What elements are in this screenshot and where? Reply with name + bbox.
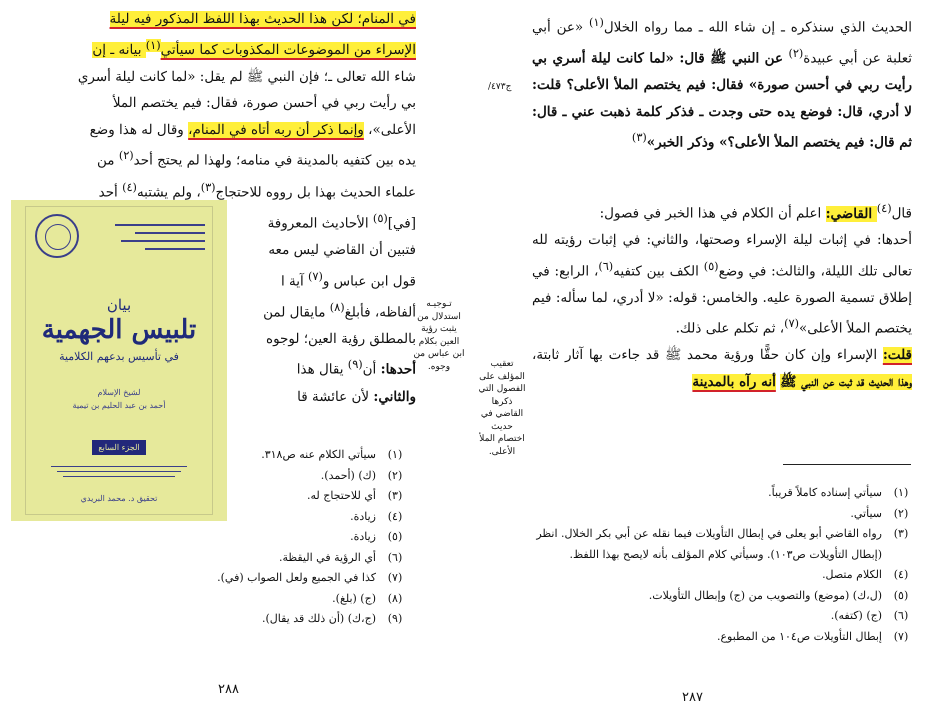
left-body-partial xyxy=(228,206,416,410)
left-line-8: [في]$^{(٥)}$ الأحاديث المعروفة xyxy=(267,212,416,232)
footnote-item xyxy=(510,483,920,504)
footnote-ref: (٦) xyxy=(598,259,614,273)
highlight-manam-1: في المنام؛ لكن هذا الحديث بهذا اللفظ المذكور فيه ليلة xyxy=(109,11,416,27)
footnote-ref: (٨) xyxy=(329,300,345,314)
cover-volume-badge: الجزء السابع xyxy=(92,440,146,455)
footnote-number: (٧) xyxy=(893,629,909,643)
margin-note-line: ابن عباس من xyxy=(413,349,465,359)
footnote-text: (ج) (بلغ). xyxy=(332,591,376,605)
left-line-3: شاء الله تعالى ـ؛ فإن النبي ﷺ لم يقل: «لما كانت ليلة أسري xyxy=(77,68,416,85)
footnote-ref: (٧) xyxy=(784,317,799,331)
footnote-item xyxy=(510,606,920,627)
highlight-qultu: قلت: xyxy=(882,347,912,364)
left-line-6: يده بين كتفيه بالمدينة في منامه؛ ولهذا لم يحتج أحد$^{(٢)}$ من xyxy=(97,149,416,169)
footnote-ref: (٤) xyxy=(876,202,892,215)
left-line-2: الإسراء من الموضوعات المكذوبات كما سيأتي$^{(١)}$ بيانه ـ إن xyxy=(92,38,416,59)
left-line-12: بالمطلق رؤية العين؛ لوجوه xyxy=(266,330,416,347)
footnote-ref: (٣) xyxy=(200,180,216,194)
footnote-ref: (٢) xyxy=(788,47,804,61)
footnote-ref: (٥) xyxy=(372,212,388,225)
cover-subtitle: في تأسيس بدعهم الكلامية xyxy=(59,350,179,363)
footnote-text: الكلام متصل. xyxy=(822,568,882,581)
footnote-number: (٩) xyxy=(387,612,403,625)
cover-title xyxy=(11,296,227,363)
footnote-number: (١) xyxy=(387,448,403,461)
footnote-number: (٣) xyxy=(387,489,403,502)
page-number: ٢٨٧ xyxy=(682,690,703,705)
footnote-item xyxy=(510,545,920,566)
right-paragraph-2: قال$^{(٤)}$ القاضي: اعلم أن الكلام في هذا الخبر في فصول: xyxy=(599,202,912,222)
right-margin-note xyxy=(476,358,528,458)
footnote-item xyxy=(2,568,414,589)
cover-title-main: تلبيس الجهمية xyxy=(41,315,197,345)
left-line-11: ألفاظه، فأبلغ$^{(٨)}$ مايقال لمن xyxy=(263,300,416,321)
cover-contents-lines xyxy=(51,462,187,481)
cover-header-lines xyxy=(101,220,205,256)
footnote-text: زيادة. xyxy=(350,509,376,523)
footnote-number: (٨) xyxy=(387,591,403,605)
footnote-number: (٥) xyxy=(893,588,909,602)
margin-note-line: تـوجيـه xyxy=(426,299,452,309)
left-line-4: بي رأيت ربي في أحسن صورة، فقال: فيم يختصم الملأ xyxy=(112,95,416,112)
right-footnotes xyxy=(510,483,920,647)
left-margin-note xyxy=(412,298,466,373)
footnote-text: أي الرؤية في اليقظة. xyxy=(278,550,376,564)
left-page xyxy=(0,0,466,726)
margin-note-line: اختصام الملأ xyxy=(479,434,525,444)
right-page xyxy=(470,0,934,726)
footnote-item xyxy=(510,565,920,586)
footnote-ref: (١) xyxy=(145,38,161,52)
footnote-ref: (٢) xyxy=(118,149,134,163)
footnote-text: إبطال التأويلات ص١٠٤ من المطبوع. xyxy=(716,629,882,643)
footnote-number xyxy=(882,545,920,566)
margin-note-line: القاضي في xyxy=(480,409,524,419)
footnote-text: سيأتي إسناده كاملاً قريباً. xyxy=(768,486,882,499)
footnote-text: أي للاحتجاج له. xyxy=(307,489,376,502)
left-line-9: فتبين أن القاضي ليس معه xyxy=(268,242,416,259)
margin-note-line: تعقيب xyxy=(490,359,514,369)
cover-editor: تحقيق د. محمد البريدي xyxy=(80,494,158,503)
footnote-text: (ج،ك) (أن ذلك قد يقال). xyxy=(261,612,376,625)
footnote-text: زيادة. xyxy=(350,530,376,543)
footnote-number: (٣) xyxy=(893,527,909,540)
left-line-5: الأعلى»، وإنما ذكر أن ربه أتاه في المنام، وقال له هذا وضع xyxy=(89,121,416,138)
footnote-ref: (٥) xyxy=(703,259,719,273)
margin-note-line: استدلال من xyxy=(417,311,461,322)
footnote-text: (ك) (أحمد). xyxy=(320,468,376,482)
book-cover-image xyxy=(11,200,227,521)
right-paragraph-1: الحديث الذي سنذكره ـ إن شاء الله ـ مما رواه الخلال$^{(١)}$ «عن أبي ثعلبة عن أبي عبيدة$^{(٢)}$ عن النبي ﷺ قال: «لما كانت ليلة أسري بي رأيت ربي في أحسن صورة» فقال: فيم يختصم الملأ الأعلى؟ قلت: لا أدري، قال: فوضع يده حتى وجدت ـ فذكر كلمة ذهبت عني ـ قال: ثم قال: فيم يختصم الملأ الأعلى؟» وذكر الخبر»$^{(٣)}$ xyxy=(532,16,913,151)
margin-note-line: العين بكلام xyxy=(418,336,460,347)
cover-author: لشيخ الإسلام أحمد بن عبد الحليم بن تيمية xyxy=(72,388,166,410)
footnote-number: (٤) xyxy=(387,509,403,523)
footnote-text: كذا في الجميع ولعل الصواب (في). xyxy=(217,571,376,584)
margin-note-line: الأعلى. xyxy=(488,446,516,457)
footnote-text: (ج) (كتفه). xyxy=(830,609,882,622)
footnote-text: رواه القاضي أبو يعلى في إبطال التأويلات فيما نقله عن أبي بكر الخلال. انظر xyxy=(536,527,882,540)
footnote-number: (١) xyxy=(893,486,909,499)
left-line-7: علماء الحديث بهذا بل رووه للاحتجاج$^{(٣)}$، ولم يشتبه$^{(٤)}$ أحد xyxy=(98,180,416,201)
footnote-number: (٢) xyxy=(893,506,909,520)
footnote-ref: (٤) xyxy=(122,180,137,194)
footnote-item xyxy=(510,524,920,545)
footnote-ref: (٧) xyxy=(308,269,323,283)
footnote-item xyxy=(510,504,920,525)
footnote-number: (٦) xyxy=(893,609,909,622)
footnote-divider xyxy=(783,464,911,465)
left-line-10: قول ابن عباس و$^{(٧)}$ آية ا xyxy=(280,269,416,290)
footnote-number: (٧) xyxy=(387,571,403,584)
footnote-text: (ل،ك) (موضع) والتصويب من (ج) وإبطال التأويلات. xyxy=(648,588,882,602)
margin-note-line: ذكرها xyxy=(491,396,513,407)
right-paragraph-3: أحدها: في إثبات ليلة الإسراء وصحتها، والثاني: في إثبات رؤيته لله تعالى تلك الليلة، والثالث: في وضع$^{(٥)}$ الكف بين كتفيه$^{(٦)}$، الرابع: في إطلاق تسمية الصورة عليه. والخامس: قوله: «لا أدري، لما سأله: فيم يختصم الملأ الأعلى»$^{(٧)}$، ثم تكلم على ذلك. xyxy=(532,232,912,337)
highlight-medina: أنه رآه بالمدينة xyxy=(692,374,776,391)
marginal-reference: ج٤٧٣/ xyxy=(488,82,512,92)
left-line-14: والثاني: لأن عائشة قا xyxy=(297,388,416,405)
cover-title-small: بيان xyxy=(106,296,132,314)
highlight-qadi: القاضي: xyxy=(825,205,877,222)
margin-note-line: المؤلف على xyxy=(479,371,525,382)
left-line-1 xyxy=(4,6,416,33)
footnote-number: (٤) xyxy=(893,568,909,581)
footnote-ref: (٩) xyxy=(347,358,363,372)
margin-note-line: وجوه. xyxy=(427,361,451,372)
footnote-ref: (١) xyxy=(589,16,604,29)
footnote-item xyxy=(2,609,414,630)
right-paragraph-4: قلت: الإسراء وإن كان حقًّا ورؤية محمد ﷺ قد جاءت بها آثار ثابتة، وهذا الحديث قد ثبت عن النبي ﷺ أنه رآه بالمدينة xyxy=(532,347,912,391)
footnote-item xyxy=(510,627,920,648)
footnote-number: (٦) xyxy=(387,550,403,564)
margin-note-line: حديث xyxy=(491,421,513,432)
right-body-middle xyxy=(532,196,912,396)
footnote-number: (٢) xyxy=(387,468,403,482)
footnote-item xyxy=(2,527,414,548)
margin-note-line: يثبت رؤية xyxy=(421,324,457,334)
highlight-hadith: وهذا الحديث قد ثبت عن النبي ﷺ xyxy=(780,374,912,391)
page-number: ٢٨٨ xyxy=(218,682,239,697)
footnote-item xyxy=(510,586,920,607)
footnote-text: سيأتي. xyxy=(850,506,882,520)
seal-emblem-icon xyxy=(35,214,79,258)
highlight-mawduat: الإسراء من الموضوعات المكذوبات كما سيأتي xyxy=(160,42,416,59)
right-body-top xyxy=(532,10,912,156)
footnote-ref: (٣) xyxy=(631,131,647,145)
footnote-number: (٥) xyxy=(387,530,403,543)
footnote-text: سيأتي الكلام عنه ص٣١٨. xyxy=(261,448,376,461)
footnote-item xyxy=(2,589,414,610)
margin-note-line: الفصول التي xyxy=(478,384,526,394)
footnote-text: (إبطال التأويلات ص١٠٣). وسيأتي كلام المؤلف بأنه لايصح بهذا اللفظ. xyxy=(569,547,882,561)
left-line-13: أحدها: أن$^{(٩)}$ يقال هذا xyxy=(296,358,416,378)
highlight-manam-2: وإنما ذكر أن ربه أتاه في المنام، xyxy=(188,121,364,138)
footnote-item xyxy=(2,548,414,569)
left-body xyxy=(4,6,416,206)
